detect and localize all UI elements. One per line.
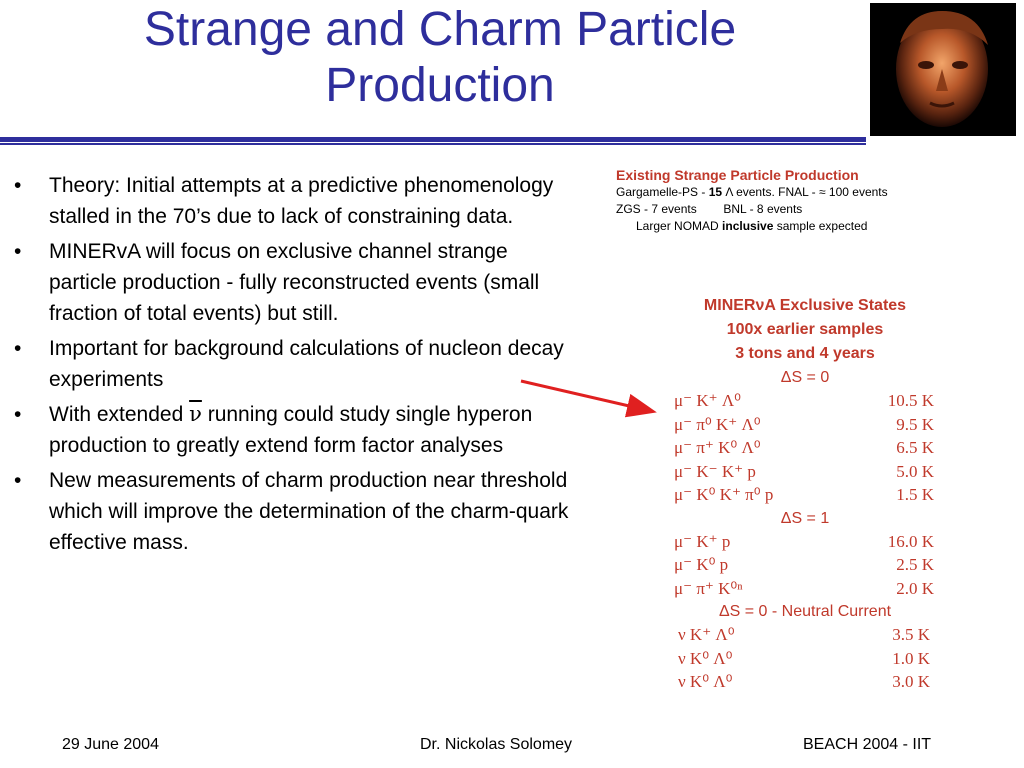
existing-line: Larger NOMAD inclusive sample expected: [636, 219, 868, 233]
title-rule-thin: [0, 143, 866, 145]
channel: μ⁻ K⁺ Λ⁰: [674, 391, 741, 410]
state-row: [640, 436, 970, 460]
states-subheading: 3 tons and 4 years: [735, 345, 875, 362]
bullet-list: [10, 170, 575, 562]
footer-date: 29 June 2004: [62, 736, 159, 753]
states-heading: MINERνA Exclusive States: [703, 297, 907, 314]
event-count: 5.0 K: [896, 461, 934, 481]
state-row: [640, 389, 970, 413]
state-row: [640, 413, 970, 437]
channel: μ⁻ K⁰ p: [674, 555, 729, 574]
event-count: 3.5 K: [892, 625, 930, 644]
channel: μ⁻ K⁺ p: [674, 531, 731, 551]
channel: μ⁻ K⁰ K⁺ π⁰ p: [674, 485, 774, 504]
state-row: [640, 530, 970, 554]
event-count: 2.0 K: [896, 578, 934, 598]
existing-production-box: [616, 167, 1016, 235]
bullet-item: • New measurements of charm production near threshold which will improve the determination of the charm-quark effective mass.: [14, 469, 569, 554]
state-row: [640, 460, 970, 484]
channel: μ⁻ π⁺ K⁰ Λ⁰: [674, 438, 761, 457]
footer-author: Dr. Nickolas Solomey: [420, 736, 573, 753]
existing-line: ZGS - 7 events BNL - 8 events: [616, 202, 803, 216]
state-row: [640, 577, 970, 601]
bullet-item: • MINERvA will focus on exclusive channel strange particle production - fully reconstructed events (small fraction of total events) but still.: [14, 240, 540, 325]
event-count: 9.5 K: [896, 414, 934, 434]
slide-title: Strange and Charm Particle Production: [143, 3, 737, 112]
channel: ν K⁰ Λ⁰: [678, 672, 733, 691]
channel: ν K⁺ Λ⁰: [678, 625, 735, 644]
bullet-item: • Theory: Initial attempts at a predictive phenomenology stalled in the 70’s due to lack of constraining data.: [14, 174, 554, 228]
state-row: [640, 553, 970, 577]
section-label: ΔS = 0: [780, 369, 830, 386]
event-count: 10.5 K: [887, 391, 934, 410]
state-row: [640, 670, 970, 694]
exclusive-states-table: [640, 294, 970, 694]
channel: μ⁻ π⁺ K⁰ⁿ: [674, 578, 743, 598]
section-label: ΔS = 1: [780, 509, 830, 527]
footer-event: BEACH 2004 - IIT: [803, 736, 932, 753]
existing-line: Gargamelle-PS - 15 Λ events. FNAL - ≈ 100 events: [616, 185, 888, 199]
channel: μ⁻ K⁻ K⁺ p: [674, 461, 756, 481]
event-count: 16.0 K: [887, 531, 934, 551]
event-count: 6.5 K: [896, 438, 934, 457]
existing-heading: Existing Strange Particle Production: [616, 167, 859, 183]
title-rule: [0, 137, 866, 142]
event-count: 2.5 K: [896, 555, 934, 574]
states-subheading: 100x earlier samples: [726, 321, 884, 338]
bullet-item: • Important for background calculations of nucleon decay experiments: [14, 337, 564, 391]
event-count: 1.5 K: [896, 485, 934, 504]
section-label: ΔS = 0 - Neutral Current: [718, 603, 892, 620]
bullet-item: • With extended $\overline{\nu}$ running could study single hyperon production to greatly extend form factor analyses: [14, 402, 533, 457]
channel: μ⁻ π⁰ K⁺ Λ⁰: [674, 414, 761, 434]
state-row: [640, 483, 970, 507]
event-count: 3.0 K: [892, 672, 930, 691]
sculpture-head-image: [870, 3, 1016, 136]
state-row: [640, 623, 970, 647]
state-row: [640, 647, 970, 671]
event-count: 1.0 K: [892, 648, 930, 668]
channel: ν K⁰ Λ⁰: [678, 648, 733, 668]
